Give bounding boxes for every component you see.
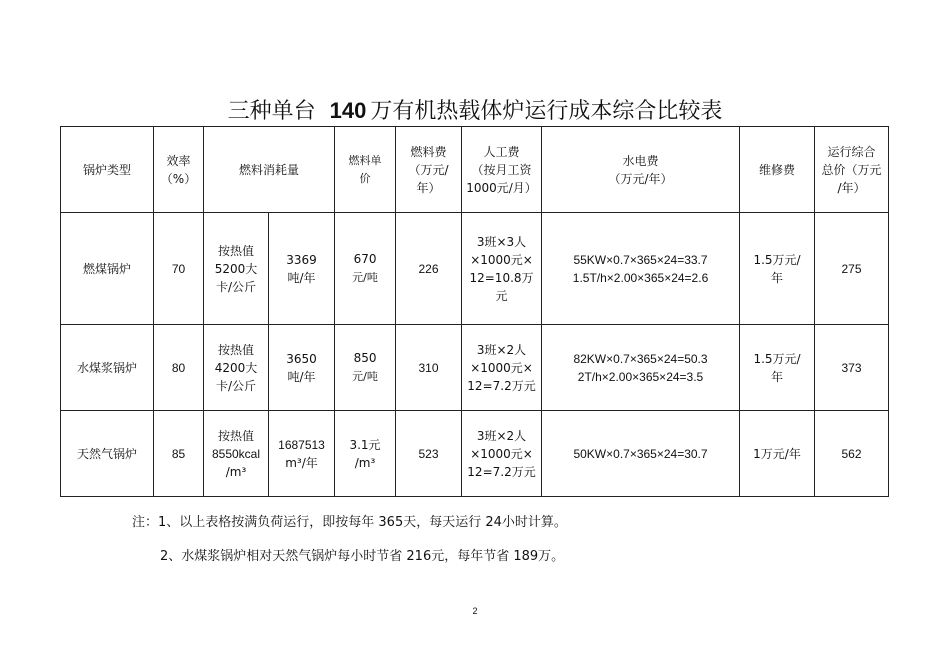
cell-heat-value: 按热值 5200大 卡/公斤 [204, 213, 269, 325]
cell-amount: 1687513 m³/年 [269, 411, 335, 497]
cell-efficiency: 80 [154, 325, 204, 411]
table-row [61, 213, 889, 325]
cell-unit-price: 670 元/吨 [335, 213, 396, 325]
header-labor-cost: 人工费 （按月工资 1000元/月） [462, 127, 542, 213]
cell-utility: 82KW×0.7×365×24=50.3 2T/h×2.00×365×24=3.5 [542, 325, 740, 411]
page-title [0, 94, 950, 125]
title-prefix: 三种单台 [227, 99, 316, 124]
cell-efficiency: 70 [154, 213, 204, 325]
cost-comparison-table [60, 126, 889, 497]
cell-heat-value: 按热值 4200大 卡/公斤 [204, 325, 269, 411]
title-suffix: 万有机热载体炉运行成本综合比较表 [370, 99, 723, 124]
cell-maintenance: 1.5万元/ 年 [740, 325, 815, 411]
header-fuel-cost: 燃料费 （万元/ 年） [396, 127, 462, 213]
cell-type: 天然气锅炉 [61, 411, 154, 497]
title-number: 140 [329, 98, 367, 123]
cell-labor: 3班×2人 ×1000元× 12=7.2万元 [462, 325, 542, 411]
table-row [61, 411, 889, 497]
cell-amount: 3369 吨/年 [269, 213, 335, 325]
header-row [61, 127, 889, 213]
cell-total: 373 [815, 325, 889, 411]
header-efficiency: 效率 （%） [154, 127, 204, 213]
cell-maintenance: 1.5万元/ 年 [740, 213, 815, 325]
cell-total: 275 [815, 213, 889, 325]
note-2: 2、水煤浆锅炉相对天然气锅炉每小时节省 216元，每年节省 189万。 [160, 549, 565, 564]
cell-utility: 50KW×0.7×365×24=30.7 [542, 411, 740, 497]
header-fuel-consumption: 燃料消耗量 [204, 127, 335, 213]
cell-efficiency: 85 [154, 411, 204, 497]
header-unit-price: 燃料单 价 [335, 127, 396, 213]
cell-maintenance: 1万元/年 [740, 411, 815, 497]
header-maintenance: 维修费 [740, 127, 815, 213]
cell-amount: 3650 吨/年 [269, 325, 335, 411]
cell-labor: 3班×2人 ×1000元× 12=7.2万元 [462, 411, 542, 497]
cell-unit-price: 3.1元 /m³ [335, 411, 396, 497]
header-utility-cost: 水电费 （万元/年） [542, 127, 740, 213]
page-number: 2 [472, 606, 478, 616]
cell-unit-price: 850 元/吨 [335, 325, 396, 411]
cell-type: 燃煤锅炉 [61, 213, 154, 325]
cell-fuel-cost: 523 [396, 411, 462, 497]
cell-fuel-cost: 310 [396, 325, 462, 411]
header-boiler-type: 锅炉类型 [61, 127, 154, 213]
cell-fuel-cost: 226 [396, 213, 462, 325]
note-1: 注：1、以上表格按满负荷运行，即按每年 365天，每天运行 24小时计算。 [132, 515, 567, 530]
cell-heat-value: 按热值 8550kcal /m³ [204, 411, 269, 497]
cell-total: 562 [815, 411, 889, 497]
cell-labor: 3班×3人 ×1000元× 12=10.8万 元 [462, 213, 542, 325]
table-row [61, 325, 889, 411]
header-total: 运行综合 总价（万元 /年） [815, 127, 889, 213]
cell-type: 水煤浆锅炉 [61, 325, 154, 411]
cell-utility: 55KW×0.7×365×24=33.7 1.5T/h×2.00×365×24=2.6 [542, 213, 740, 325]
